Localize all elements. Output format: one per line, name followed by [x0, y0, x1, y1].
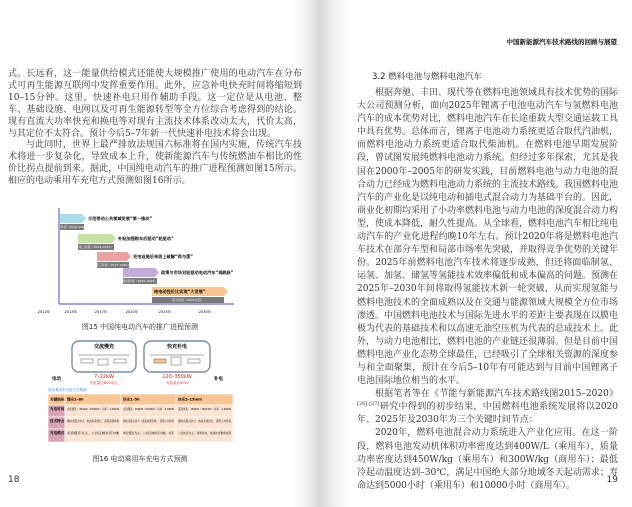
right-body-text	[357, 87, 618, 493]
stage-period-label: 第二阶段（2015–2017）	[78, 245, 114, 250]
section-heading: 3.2 燃料电池与燃料电池汽车	[372, 72, 482, 82]
stage-arrow	[123, 268, 159, 277]
table-cell-text: 插电式混合动力，电池寿命延长，适用家庭场景	[67, 420, 122, 423]
running-header: 中国新能源汽车技术路线的回顾与展望	[506, 38, 617, 46]
year-tick-label: 2017年	[94, 310, 108, 314]
table-cell-text: 直流快充：150kW（750VDC）功率：3–60kW	[178, 408, 234, 411]
side-label-ev: 电动	[52, 377, 61, 382]
paragraph: 根据奔驰、丰田、现代等在燃料电池领域具有技术优势的国际大公司预测分析，面向2025年锂离子电池电动汽车与氢燃料电池汽车的成本优势对比，燃料电池汽车在长途重载大型交通运载工具中具有优势。总体而言，锂离子电池动力系统更适合取代汽油机，而燃料电池动力系统更适合取代柴油机。在燃料电池早期发展阶段，曾试图发展纯燃料电池动力系统。但经过多年探索，尤其是我国在2000年–2005年的研发实践，目前燃料电池与动力电池的混合动力已经成为燃料电池动力系统的主流技术路线。我国燃料电池汽车的产业化是以纯电动和插电式混合动力为基础平台的。因此，商业化初期均采用了小功率燃料电池与动力电池的深度混合动力构型，使成本降低，耐久性提高。从全球看，燃料电池汽车相比纯电动汽车的产业化进程约晚10年左右。预计2020年将是燃料电池汽车技术在部分车型和局部市场率先突破，并取得竞争优势的关键年份。2025年前燃料电池汽车技术将逐步成熟，但还将面临制氢、运氢、加氢、储氢等氢能技术效率偏低和成本偏高的问题。预测在2025年–2030年间将取得氢能技术新一轮突破，从而实现氢能与燃料电池技术的全面成熟以及在交通与能源领域大规模全方位市场渗透。中国燃料电池技术与国际先进水平的差距主要表现在以膜电极为代表的基础技术和以高速无油空压机为代表的总成技术上。此外，与动力电池相比，燃料电池的产业链还很薄弱。但是目前中国燃料电池产业化态势全球最佳，已经吸引了全球相关资源的深度参与和全面聚集，预计在今后5–10年有可能达到与目前中国锂离子电池国际地位相当的水平。	[357, 88, 619, 387]
table-cell-text: 交流慢充：350kW（6700DC）功率：3–60kW	[67, 408, 123, 411]
table-cell	[121, 429, 176, 442]
stage-label: 纯电动性价比实现“大发展”	[154, 289, 206, 294]
page-number: 19	[606, 475, 618, 485]
paragraph-text: 根据笔者等在《节能与新能源汽车技术路线图2015–2020》	[375, 389, 618, 400]
stage-period-label: 第一阶段（2010–2015）	[54, 225, 90, 230]
charging-table	[48, 394, 233, 442]
stage-label: 补贴加强购车后驱动“轮驱动”	[118, 236, 174, 241]
table-header: 快充5–15min	[178, 397, 203, 402]
table-cell-text: 技术特点	[50, 419, 65, 423]
table-cell-text: 充电模式	[50, 431, 65, 435]
stage-period-label: 第三阶段（2017–2020）	[95, 263, 131, 268]
citation-reference: [26] [27]	[357, 401, 380, 408]
paragraph: 2020年，燃料电池混合动力系统进入产业化应用。在这一阶段，燃料电池发动机体积功率密度达到400W/L（乘用车），质量功率密度达到450W/kg（乘用车）和300W/kg（商用车）；最低冷起动温度达到–30℃，满足中国绝大部分地域冬天起动需求；寿命达到5000小时（乘用车）和10000小时（商用车）。	[357, 428, 618, 491]
table-cell-text: 家庭慢充为主，公共区域补充为辅	[67, 432, 106, 435]
table-cell-text: 单位慢充为主，公共区域快充为辅，补充	[123, 432, 170, 435]
figure-16-charging-forecast	[28, 340, 252, 456]
stage-label: 示范带动公共领域发展“第一推动”	[88, 216, 153, 221]
stage-arrow	[97, 252, 131, 261]
table-cell	[176, 405, 233, 417]
year-tick-label: 2010年	[37, 310, 51, 314]
table-header: 关键指标	[50, 397, 65, 402]
left-body-text	[8, 69, 302, 188]
figure-15-caption: 图15 中国纯电动汽车的推广进程预测	[81, 323, 199, 331]
year-tick-label: 2025年	[158, 310, 172, 314]
table-cell-text: 公共快充为主，快速补电，电池技术要求较高	[178, 432, 230, 435]
table-header: 慢充2–8h	[67, 397, 84, 402]
year-tick-label: 2030年	[198, 310, 212, 314]
stage-period-label: 第五阶段（2025以后）	[172, 298, 204, 303]
slow-charge-title: 交流慢充	[93, 344, 115, 350]
slow-charge-note: 充电量达80%以上	[89, 381, 119, 385]
table-cell	[65, 417, 121, 429]
table-cell	[176, 429, 233, 442]
table-cell	[176, 417, 233, 429]
table-cell	[121, 417, 179, 429]
side-label-recharge: 补电	[214, 377, 223, 382]
stage-label: 充电设施后来居上破解“鸡与蛋”	[133, 254, 193, 259]
fast-charge-title: 快充补电	[166, 344, 188, 350]
table-header: 快充1–5h	[123, 397, 140, 402]
paragraph	[357, 388, 618, 427]
figure-15-timeline	[28, 206, 252, 320]
fast-charge-note: 充电量达20%	[166, 381, 188, 385]
year-tick-label: 2015年	[64, 310, 78, 314]
table-cell	[65, 429, 121, 442]
table-cell-text: 插电式混合动力，电池寿命延长，适用公共场景	[178, 420, 233, 423]
table-cell	[121, 405, 179, 417]
fast-charge-power: 120–350kW	[162, 374, 192, 380]
paragraph: 式。长远看，这一能量供给模式还能使大规模推广使用的电动汽车在分布式可再生能源互联网中发挥重要作用。此外，应急补电快充时间将缩短到10–15分钟。这里，快速补电只用作辅助手段。这一定位是从电池、整车、基础设施、电网以及可再生能源转型等全方位综合考虑得到的结论。现有直流大功率快充和换电等对现有主流技术体系改动太大，代价太高，与其定位不太符合。预计今后5–7年新一代快速补电技术将会出现。	[8, 69, 302, 139]
page-number: 18	[8, 475, 20, 485]
figure-16-caption: 图16 电动乘用车充电方式预测	[92, 455, 188, 463]
table-cell-text: 充电时间	[50, 407, 65, 411]
stage-label: 政策与市场双轮驱动电动汽车“再跳跃”	[161, 270, 234, 275]
year-tick-label: 2020年	[125, 310, 139, 314]
right-page	[318, 0, 632, 507]
table-cell-text: 插电式混合动力（直流快速充电），适用公共场景	[123, 420, 179, 423]
table-title: 电动乘用车充电方式预测	[48, 388, 87, 392]
stage-arrow	[78, 234, 116, 243]
paragraph: 与此同时，世界上最严排放法规国六标准将在国内实施，传统汽车技术将进一步复杂化，导致成本上升，使新能源汽车与传统燃油车相比的性价比拐点提前到来。据此，中国纯电动汽车的推广进程预测如图15所示。相应的电动乘用车充电方式预测如图16所示。	[8, 140, 302, 187]
paragraph-text: 研究中得到的初步结果，中国燃料电池系统发展将以2020年、2025年及2030年为三个关键时间节点：	[357, 402, 619, 426]
stage-arrow	[60, 214, 86, 223]
slow-charge-power: 7–22kW	[94, 374, 114, 380]
stage-period-label: 第四阶段（2020–2025）	[122, 279, 158, 284]
table-cell-text: 交流慢充：350kW（6700DC）功率：3–60kW	[123, 408, 179, 411]
table-cell	[65, 405, 121, 417]
